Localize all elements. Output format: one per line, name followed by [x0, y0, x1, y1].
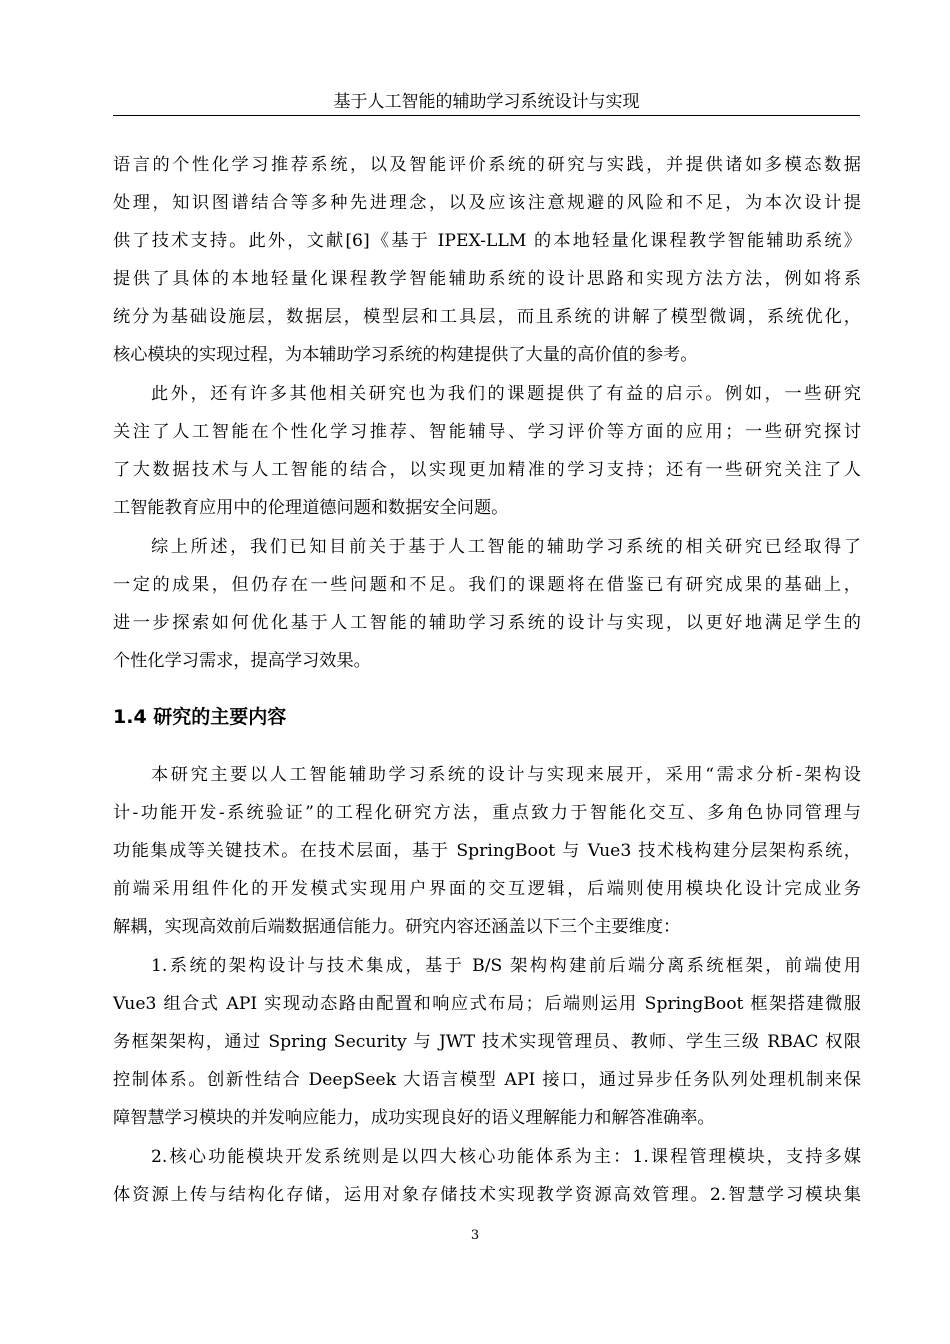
paragraph-line: 1.系统的架构设计与技术集成，基于 B/S 架构构建前后端分离系统框架，前端使用	[151, 956, 861, 976]
paragraph-line: 语言的个性化学习推荐系统，以及智能评价系统的研究与实践，并提供诸如多模态数据	[113, 155, 861, 175]
paragraph-line: 控制体系。创新性结合 DeepSeek 大语言模型 API 接口，通过异步任务队列处理机制来保	[113, 1070, 861, 1090]
paragraph-line: 务框架架构，通过 Spring Security 与 JWT 技术实现管理员、教师、学生三级 RBAC 权限	[113, 1032, 861, 1052]
paragraph-line: 计-功能开发-系统验证”的工程化研究方法，重点致力于智能化交互、多角色协同管理与	[113, 803, 861, 823]
header-rule	[113, 115, 860, 116]
paragraph-line: 提供了具体的本地轻量化课程教学智能辅助系统的设计思路和实现方法方法，例如将系	[113, 269, 861, 289]
paragraph-line: 核心模块的实现过程，为本辅助学习系统的构建提供了大量的高价值的参考。	[113, 345, 698, 365]
paragraph-line: 供了技术支持。此外，文献[6]《基于 IPEX-LLM 的本地轻量化课程教学智能辅助系统》	[113, 231, 861, 251]
paragraph-line: 关注了人工智能在个性化学习推荐、智能辅导、学习评价等方面的应用；一些研究探讨	[113, 422, 861, 442]
paragraph-line: 解耦，实现高效前后端数据通信能力。研究内容还涵盖以下三个主要维度：	[113, 917, 681, 937]
paragraph-line: 个性化学习需求，提高学习效果。	[113, 651, 371, 671]
page-number: 3	[470, 1228, 480, 1243]
paragraph-line: 综上所述，我们已知目前关于基于人工智能的辅助学习系统的相关研究已经取得了	[151, 537, 861, 557]
paragraph-line: 障智慧学习模块的并发响应能力，成功实现良好的语义理解能力和解答准确率。	[113, 1108, 715, 1128]
paragraph-line: 前端采用组件化的开发模式实现用户界面的交互逻辑，后端则使用模块化设计完成业务	[113, 879, 861, 899]
paragraph-line: 体资源上传与结构化存储，运用对象存储技术实现教学资源高效管理。2.智慧学习模块集	[113, 1185, 861, 1205]
paragraph-line: 进一步探索如何优化基于人工智能的辅助学习系统的设计与实现，以更好地满足学生的	[113, 613, 861, 633]
paragraph-line: 本研究主要以人工智能辅助学习系统的设计与实现来展开，采用“需求分析-架构设	[151, 765, 861, 785]
paragraph-line: 工智能教育应用中的伦理道德问题和数据安全问题。	[113, 498, 509, 518]
paragraph-line: 此外，还有许多其他相关研究也为我们的课题提供了有益的启示。例如，一些研究	[151, 384, 861, 404]
section-heading: 1.4 研究的主要内容	[113, 706, 287, 728]
paragraph-line: 了大数据技术与人工智能的结合，以实现更加精准的学习支持；还有一些研究关注了人	[113, 460, 861, 480]
paragraph-line: 统分为基础设施层，数据层，模型层和工具层，而且系统的讲解了模型微调，系统优化，	[113, 307, 861, 327]
paragraph-line: 处理，知识图谱结合等多种先进理念，以及应该注意规避的风险和不足，为本次设计提	[113, 193, 861, 213]
paragraph-line: Vue3 组合式 API 实现动态路由配置和响应式布局；后端则运用 SpringBoot 框架搭建微服	[113, 994, 861, 1014]
paragraph-line: 一定的成果，但仍存在一些问题和不足。我们的课题将在借鉴已有研究成果的基础上，	[113, 575, 861, 595]
running-header: 基于人工智能的辅助学习系统设计与实现	[333, 92, 640, 112]
paragraph-line: 2.核心功能模块开发系统则是以四大核心功能体系为主：1.课程管理模块，支持多媒	[151, 1147, 861, 1167]
paragraph-line: 功能集成等关键技术。在技术层面，基于 SpringBoot 与 Vue3 技术栈构建分层架构系统，	[113, 841, 861, 861]
